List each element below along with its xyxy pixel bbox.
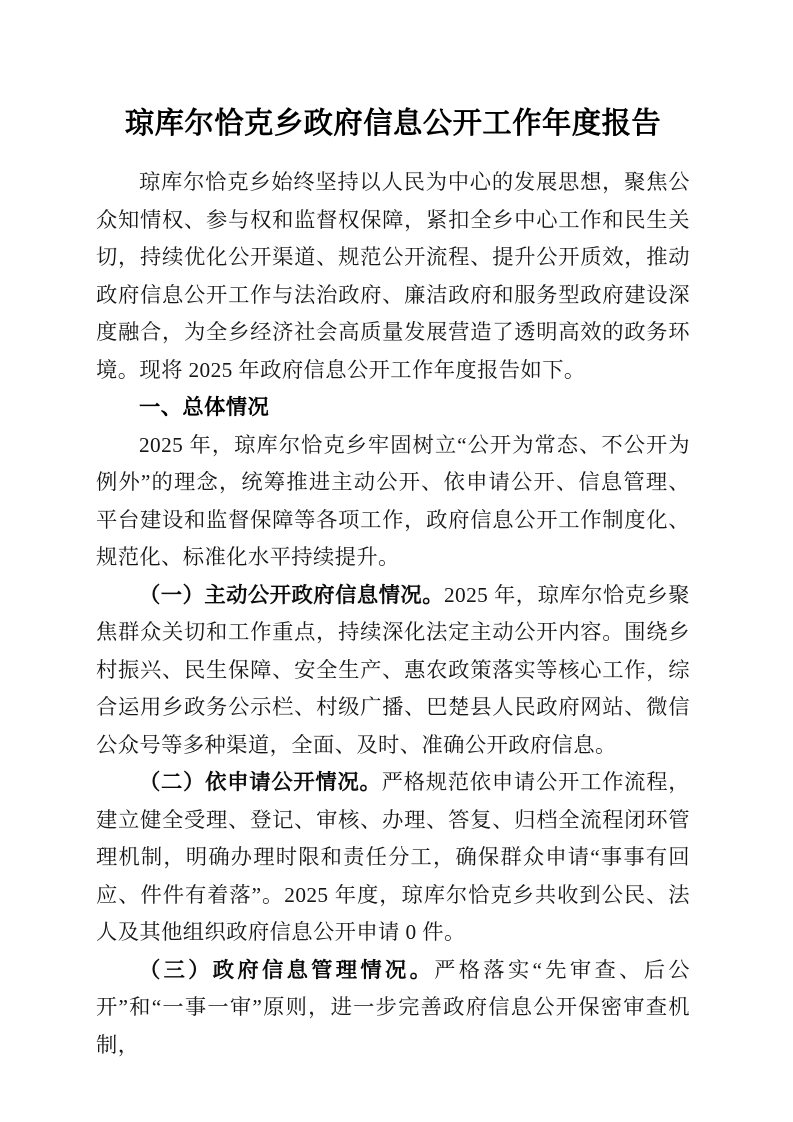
- subsection-disclosure-upon-request-text: 严格规范依申请公开工作流程，建立健全受理、登记、审核、办理、答复、归档全流程闭环管理机制，明确办理时限和责任分工，确保群众申请“事事有回应、件件有着落”。2025 年度，琼库尔恰克乡共收到公民、法人及其他组织政府信息公开申请 0 件。: [96, 770, 690, 944]
- subsection-information-management-text: 严格落实“先审查、后公开”和“一事一审”原则，进一步完善政府信息公开保密审查机制，: [96, 957, 690, 1057]
- section-heading-overall-situation: 一、总体情况: [139, 395, 270, 419]
- overview-paragraph: 2025 年，琼库尔恰克乡牢固树立“公开为常态、不公开为例外”的理念，统筹推进主动公开、依申请公开、信息管理、平台建设和监督保障等各项工作，政府信息公开工作制度化、规范化、标准化水平持续提升。: [96, 432, 690, 569]
- subsection-information-management-lead: （三）政府信息管理情况。: [139, 957, 435, 982]
- intro-paragraph: 琼库尔恰克乡始终坚持以人民为中心的发展思想，聚焦公众知情权、参与权和监督权保障，紧扣全乡中心工作和民生关切，持续优化公开渠道、规范公开流程、提升公开质效，推动政府信息公开工作与法治政府、廉洁政府和服务型政府建设深度融合，为全乡经济社会高质量发展营造了透明高效的政务环境。现将 2025 年政府信息公开工作年度报告如下。: [96, 170, 690, 382]
- document-title: 琼库尔恰克乡政府信息公开工作年度报告: [124, 108, 662, 140]
- subsection-information-management-paragraph: [96, 952, 690, 1065]
- subsection-disclosure-upon-request-lead: （二）依申请公开情况。: [139, 770, 382, 794]
- subsection-proactive-disclosure-paragraph: [96, 577, 690, 765]
- subsection-proactive-disclosure-text: 2025 年，琼库尔恰克乡聚焦群众关切和工作重点，持续深化法定主动公开内容。围绕乡村振兴、民生保障、安全生产、惠农政策落实等核心工作，综合运用乡政务公示栏、村级广播、巴楚县人民政府网站、微信公众号等多种渠道，全面、及时、准确公开政府信息。: [96, 582, 690, 757]
- subsection-proactive-disclosure-lead: （一）主动公开政府信息情况。: [139, 582, 444, 607]
- subsection-disclosure-upon-request-paragraph: [96, 764, 690, 952]
